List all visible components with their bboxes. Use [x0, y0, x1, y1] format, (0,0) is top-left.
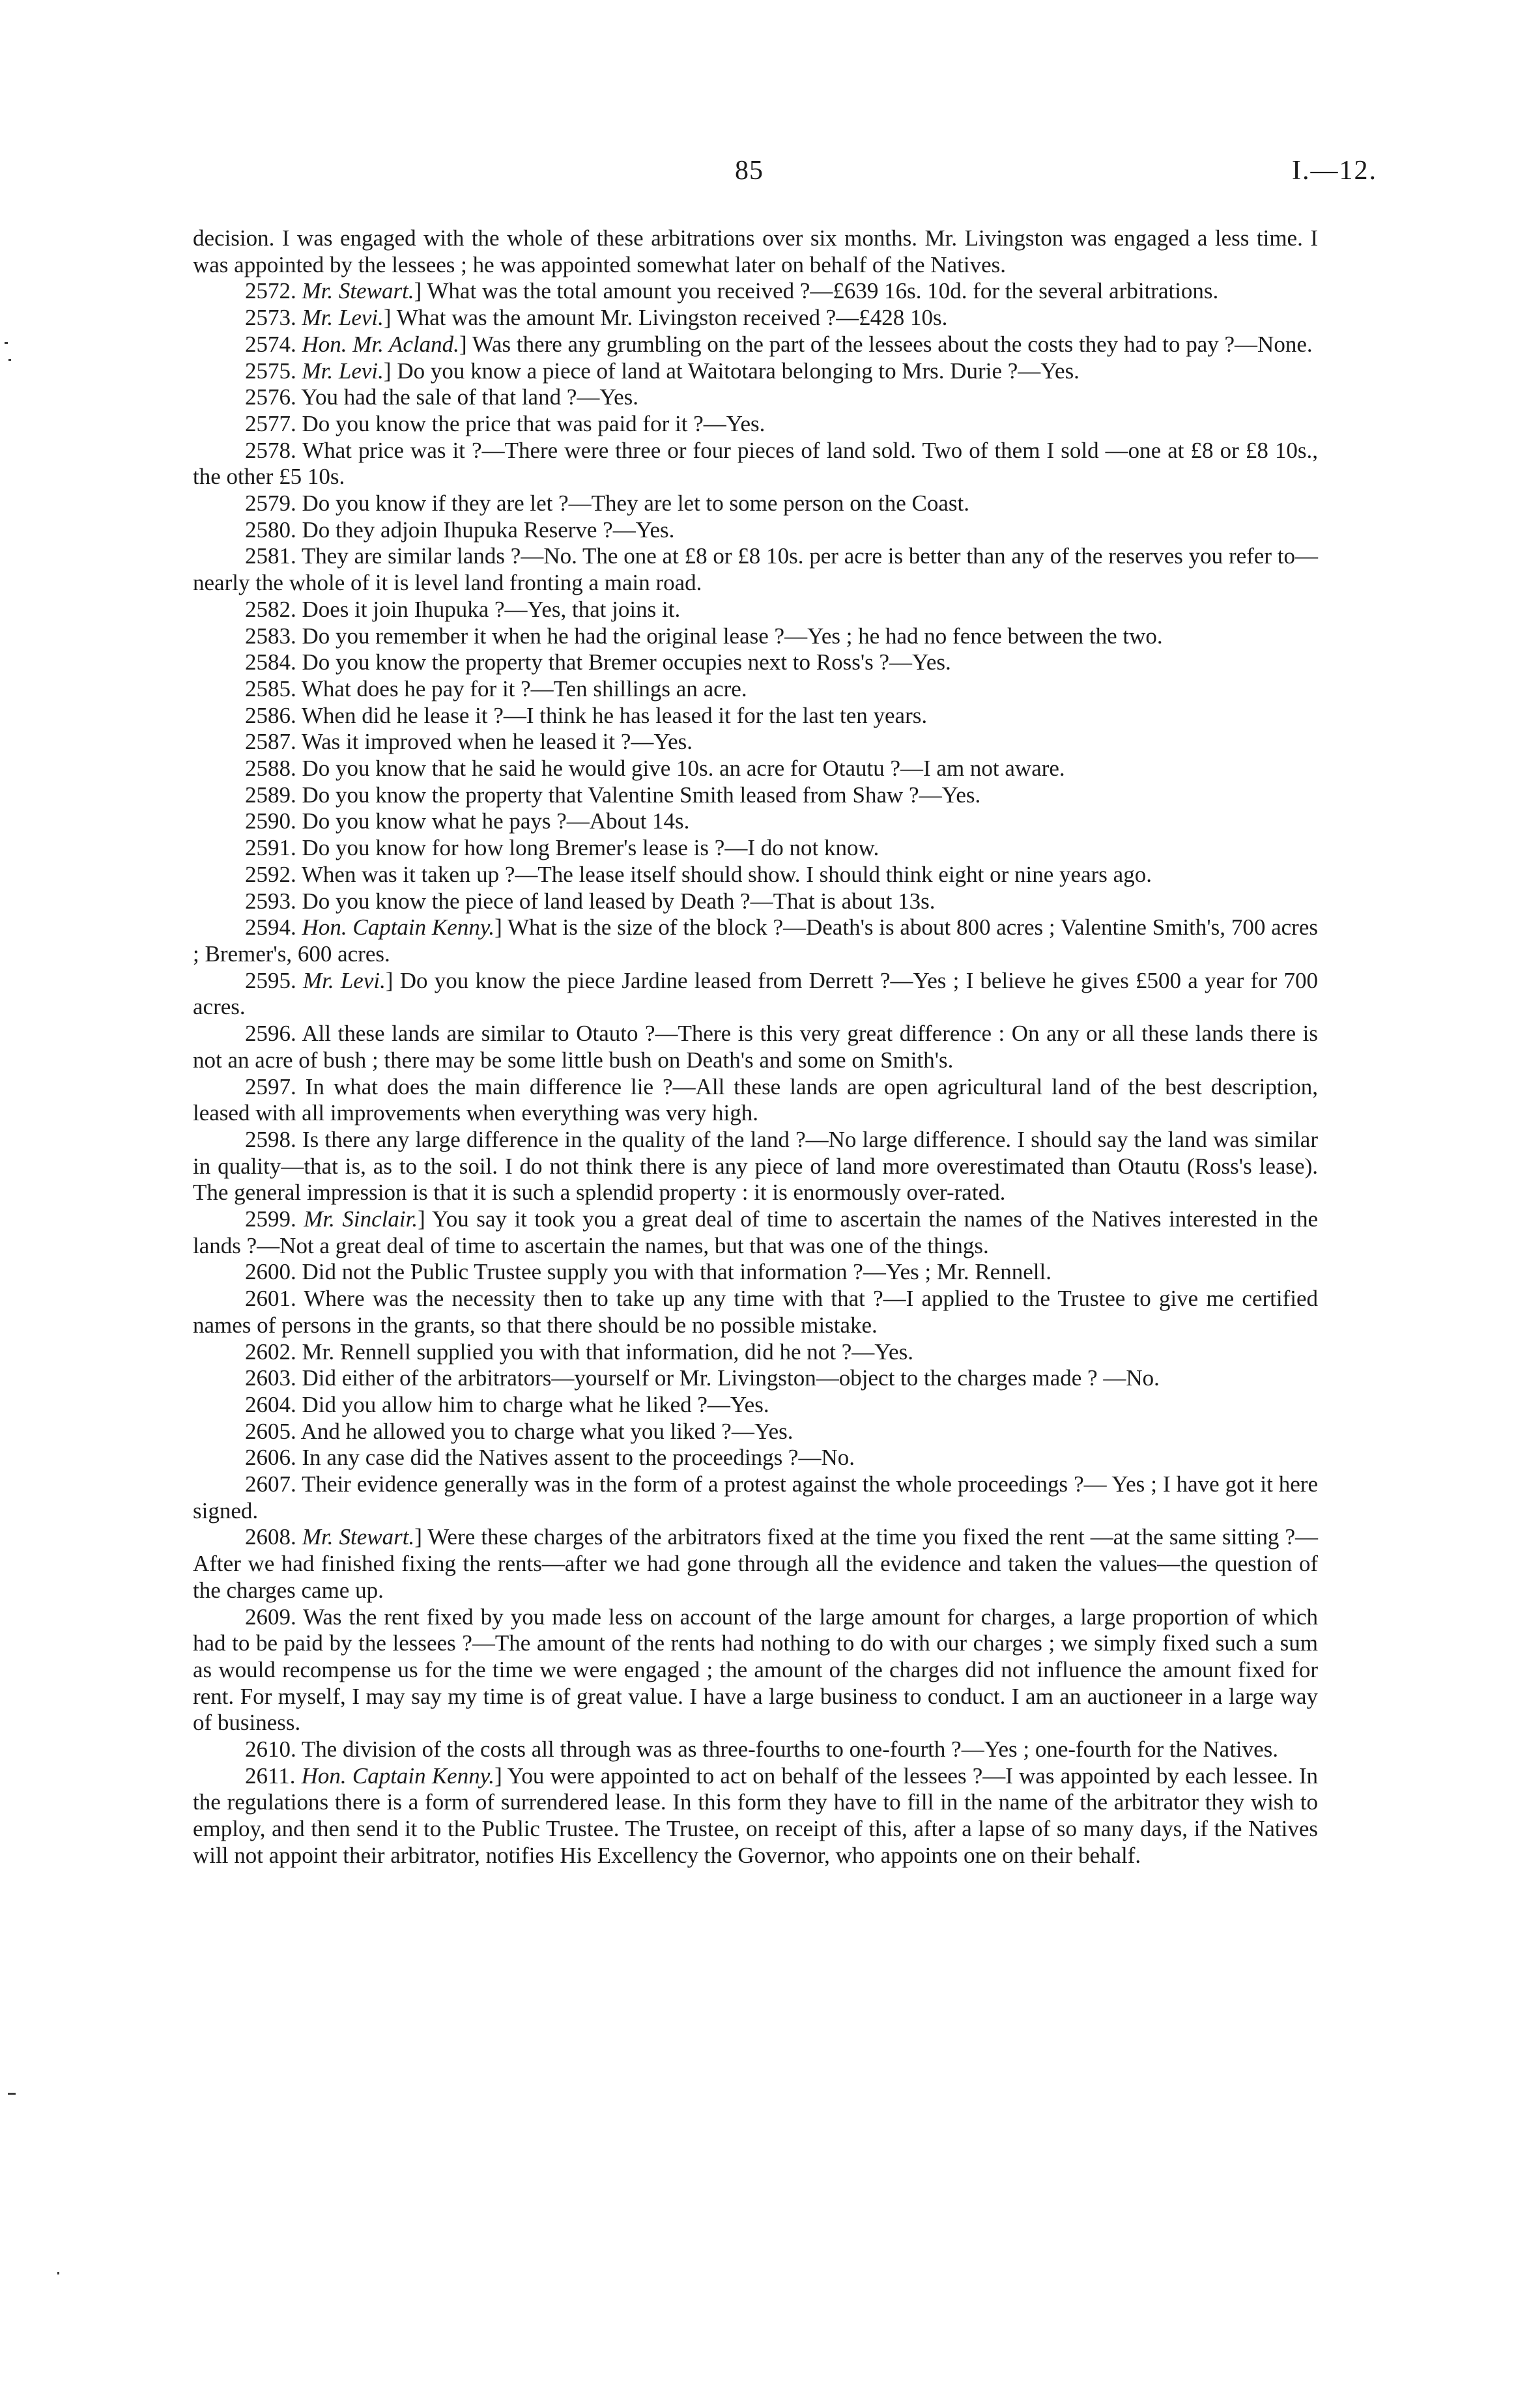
entry-number: 2599.	[245, 1206, 296, 1232]
testimony-entry	[193, 1365, 1318, 1392]
testimony-entry	[193, 649, 1318, 676]
entry-text: Do you know a piece of land at Waitotara belonging to Mrs. Durie ?—Yes.	[397, 358, 1080, 384]
entry-text: You say it took you a great deal of time to ascertain the names of the Natives interested in the lands ?—Not a great deal of time to ascertain the names, but that was one of the things.	[193, 1206, 1318, 1258]
entry-number: 2591.	[245, 835, 296, 861]
testimony-entries	[193, 278, 1318, 1869]
entry-number: 2576.	[245, 384, 296, 410]
testimony-entry	[193, 676, 1318, 703]
speaker-name: Mr. Sinclair.	[304, 1206, 418, 1232]
entry-text: What price was it ?—There were three or four pieces of land sold. Two of them I sold —one at £8 or £8 10s., the other £5 10s.	[193, 437, 1318, 490]
entry-text: What is the size of the block ?—Death's is about 800 acres ; Valentine Smith's, 700 acres ; Bremer's, 600 acres.	[193, 914, 1318, 967]
entry-text: Did either of the arbitrators—yourself or Mr. Livingston—object to the charges made ? —No.	[302, 1365, 1160, 1391]
speaker-name: Mr. Stewart.	[302, 278, 414, 304]
testimony-entry	[193, 543, 1318, 596]
testimony-entry	[193, 490, 1318, 517]
entry-number: 2573.	[245, 305, 296, 331]
entry-text: Do you know the property that Valentine Smith leased from Shaw ?—Yes.	[302, 782, 981, 808]
entry-number: 2578.	[245, 437, 296, 463]
entry-number: 2603.	[245, 1365, 296, 1391]
testimony-entry	[193, 1127, 1318, 1206]
entry-text: Do they adjoin Ihupuka Reserve ?—Yes.	[302, 517, 675, 543]
document-reference: I.—12.	[1292, 156, 1377, 186]
entry-text: What does he pay for it ?—Ten shillings an acre.	[301, 675, 747, 701]
entry-number: 2582.	[245, 596, 296, 622]
entry-text: Was it improved when he leased it ?—Yes.	[301, 729, 693, 755]
entry-number: 2581.	[245, 543, 296, 569]
entry-number: 2606.	[245, 1445, 296, 1471]
entry-number: 2588.	[245, 756, 296, 782]
entry-text: Do you know the price that was paid for it ?—Yes.	[302, 410, 765, 436]
testimony-entry: 2595. Mr. Levi.] Do you know the piece Jardine leased from Derrett ?—Yes ; I believe he gives £500 a year for 700 acres.	[193, 967, 1318, 1020]
entry-number: 2609.	[245, 1604, 296, 1630]
entry-number: 2586.	[245, 702, 296, 728]
testimony-entry: 2574. Hon. Mr. Acland.] Was there any grumbling on the part of the lessees about the costs they had to pay ?—None.	[245, 331, 1313, 357]
entry-number: 2590.	[245, 808, 296, 834]
entry-text: And he allowed you to charge what you liked ?—Yes.	[300, 1418, 794, 1444]
entry-number: 2608.	[245, 1524, 296, 1550]
entry-number: 2595.	[245, 967, 296, 993]
entry-number: 2596.	[245, 1021, 296, 1047]
opening-paragraph: decision. I was engaged with the whole of these arbitrations over six months. Mr. Livingston was engaged a less time. I was appointed by the lessees ; he was appointed somewhat later on behalf of the Natives.	[193, 225, 1318, 277]
testimony-entry	[193, 411, 1318, 438]
testimony-entry	[193, 384, 1318, 411]
testimony-entry	[193, 597, 1318, 623]
testimony-entry	[193, 835, 1318, 862]
speaker-name: Hon. Captain Kenny.	[301, 1763, 495, 1789]
entry-text: Was there any grumbling on the part of the lessees about the costs they had to pay ?—None.	[472, 331, 1313, 357]
speaker-name: Mr. Levi.	[302, 967, 386, 993]
testimony-entry: 2575. Mr. Levi.] Do you know a piece of land at Waitotara belonging to Mrs. Durie ?—Yes.	[245, 358, 1080, 384]
entry-text: Where was the necessity then to take up any time with that ?—I applied to the Trustee to give me certified names of persons in the grants, so that there should be no possible mistake.	[193, 1286, 1319, 1338]
testimony-entry	[193, 782, 1318, 809]
entry-number: 2602.	[245, 1339, 296, 1365]
margin-mark	[5, 342, 8, 344]
testimony-entry	[193, 623, 1318, 650]
speaker-name: Mr. Levi.	[302, 305, 384, 331]
entry-text: Do you know if they are let ?—They are let to some person on the Coast.	[302, 490, 969, 517]
entry-number: 2604.	[245, 1391, 296, 1417]
entry-text: Does it join Ihupuka ?—Yes, that joins it.	[302, 596, 681, 622]
testimony-entry	[193, 438, 1318, 490]
entry-number: 2598.	[245, 1126, 296, 1152]
entry-text: When was it taken up ?—The lease itself should show. I should think eight or nine years ago.	[301, 861, 1152, 887]
speaker-name: Hon. Mr. Acland.	[302, 331, 459, 357]
margin-mark	[8, 2093, 16, 2095]
entry-number: 2601.	[245, 1286, 296, 1312]
entry-number: 2587.	[245, 729, 296, 755]
entry-text: Is there any large difference in the quality of the land ?—No large difference. I should say the land was similar in quality—that is, as to the soil. I do not think there is any piece of land more overestimated than Otautu (Ross's lease). The general impression is that it is such a splendid property : it is enormously over-rated.	[193, 1126, 1318, 1206]
testimony-entry	[193, 756, 1318, 782]
entry-number: 2583.	[245, 623, 296, 649]
testimony-entry	[193, 1021, 1318, 1073]
entry-number: 2572.	[245, 278, 296, 304]
entry-text: What was the total amount you received ?—£639 16s. 10d. for the several arbitrations.	[427, 278, 1219, 304]
entry-text: Mr. Rennell supplied you with that information, did he not ?—Yes.	[302, 1339, 913, 1365]
entry-text: Do you know the piece Jardine leased from Derrett ?—Yes ; I believe he gives £500 a year for 700 acres.	[193, 967, 1318, 1020]
speaker-name: Mr. Levi.	[302, 358, 384, 384]
entry-text: What was the amount Mr. Livingston received ?—£428 10s.	[396, 305, 948, 331]
entry-text: All these lands are similar to Otauto ?—There is this very great difference : On any or all these lands there is not an acre of bush ; there may be some little bush on Death's and some on Smith's.	[193, 1021, 1318, 1073]
testimony-entry	[193, 1074, 1318, 1127]
testimony-entry	[193, 1445, 1318, 1471]
entry-text: In any case did the Natives assent to the proceedings ?—No.	[302, 1445, 855, 1471]
entry-number: 2610.	[245, 1736, 296, 1763]
entry-number: 2575.	[245, 358, 296, 384]
testimony-entry	[193, 1339, 1318, 1366]
testimony-entry	[193, 888, 1318, 915]
testimony-entry	[193, 1286, 1318, 1339]
entry-text: Their evidence generally was in the form of a protest against the whole proceedings ?— Yes ; I have got it here signed.	[193, 1471, 1318, 1523]
testimony-entry: 2594. Hon. Captain Kenny.] What is the size of the block ?—Death's is about 800 acres ; Valentine Smith's, 700 acres ; Bremer's, 600 acres.	[193, 914, 1318, 967]
testimony-entry	[193, 517, 1318, 544]
entry-number: 2579.	[245, 490, 296, 517]
entry-number: 2593.	[245, 888, 296, 914]
entry-number: 2580.	[245, 517, 296, 543]
speaker-name: Mr. Stewart.	[302, 1524, 415, 1550]
testimony-entry: 2611. Hon. Captain Kenny.] You were appointed to act on behalf of the lessees ?—I was appointed by each lessee. In the regulations there is a form of surrendered lease. In this form they have to fill in the name of the arbitrator they wish to employ, and then send it to the Public Trustee. The Trustee, on receipt of this, after a lapse of so many days, if the Natives will not appoint their arbitrator, notifies His Excellency the Governor, who appoints one on their behalf.	[193, 1763, 1319, 1868]
testimony-entry: 2599. Mr. Sinclair.] You say it took you a great deal of time to ascertain the names of the Natives interested in the lands ?—Not a great deal of time to ascertain the names, but that was one of the things.	[193, 1206, 1318, 1258]
testimony-entry	[193, 729, 1318, 756]
entry-text: When did he lease it ?—I think he has leased it for the last ten years.	[301, 702, 928, 728]
testimony-entry	[193, 1419, 1318, 1445]
entry-text: Do you know what he pays ?—About 14s.	[302, 808, 690, 834]
entry-number: 2611.	[245, 1763, 296, 1789]
testimony-entry: 2573. Mr. Levi.] What was the amount Mr. Livingston received ?—£428 10s.	[245, 305, 948, 331]
testimony-entry	[193, 1736, 1318, 1763]
testimony-entry	[193, 1604, 1318, 1737]
entry-number: 2600.	[245, 1259, 296, 1285]
entry-text: Did you allow him to charge what he liked ?—Yes.	[302, 1391, 769, 1417]
testimony-entry: 2608. Mr. Stewart.] Were these charges of the arbitrators fixed at the time you fixed the rent —at the same sitting ?—After we had finished fixing the rents—after we had gone through all the evidence and taken the values—the question of the charges came up.	[193, 1524, 1318, 1603]
testimony-body	[193, 225, 1318, 1869]
entry-number: 2605.	[245, 1418, 296, 1444]
entry-text: Do you know the property that Bremer occupies next to Ross's ?—Yes.	[302, 649, 951, 675]
testimony-entry	[193, 1259, 1318, 1286]
testimony-entry	[193, 1471, 1318, 1524]
testimony-entry: 2572. Mr. Stewart.] What was the total amount you received ?—£639 16s. 10d. for the several arbitrations.	[245, 278, 1219, 304]
entry-number: 2589.	[245, 782, 296, 808]
entry-number: 2607.	[245, 1471, 296, 1497]
entry-number: 2585.	[245, 675, 296, 701]
testimony-entry	[193, 1392, 1318, 1419]
entry-text: Do you know the piece of land leased by Death ?—That is about 13s.	[302, 888, 936, 914]
entry-text: Did not the Public Trustee supply you with that information ?—Yes ; Mr. Rennell.	[302, 1259, 1051, 1285]
entry-number: 2592.	[245, 861, 296, 887]
entry-text: They are similar lands ?—No. The one at £8 or £8 10s. per acre is better than any of the reserves you refer to—nearly the whole of it is level land fronting a main road.	[193, 543, 1318, 596]
entry-text: Do you know for how long Bremer's lease is ?—I do not know.	[302, 835, 880, 861]
entry-number: 2584.	[245, 649, 296, 675]
page-number: 85	[735, 156, 764, 186]
testimony-entry	[193, 862, 1318, 888]
testimony-entry	[193, 703, 1318, 729]
entry-text: In what does the main difference lie ?—All these lands are open agricultural land of the best description, leased with all improvements when everything was very high.	[193, 1073, 1319, 1126]
entry-number: 2597.	[245, 1073, 296, 1099]
margin-mark	[8, 359, 11, 361]
entry-text: The division of the costs all through was as three-fourths to one-fourth ?—Yes ; one-fourth for the Natives.	[301, 1736, 1279, 1763]
entry-text: Do you remember it when he had the original lease ?—Yes ; he had no fence between the two.	[302, 623, 1163, 649]
entry-number: 2594.	[245, 914, 296, 941]
entry-text: Were these charges of the arbitrators fixed at the time you fixed the rent —at the same sitting ?—After we had finished fixing the rents—after we had gone through all the evidence and taken the values—the question of the charges came up.	[193, 1524, 1318, 1603]
entry-text: You were appointed to act on behalf of the lessees ?—I was appointed by each lessee. In the regulations there is a form of surrendered lease. In this form they have to fill in the name of the arbitrator they wish to employ, and then send it to the Public Trustee. The Trustee, on receipt of this, after a lapse of so many days, if the Natives will not appoint their arbitrator, notifies His Excellency the Governor, who appoints one on their behalf.	[193, 1763, 1319, 1868]
entry-text: Was the rent fixed by you made less on account of the large amount for charges, a large proportion of which had to be paid by the lessees ?—The amount of the rents had nothing to do with our charges ; we simply fixed such a sum as would recompense us for the time we were engaged ; the amount of the charges did not influence the amount fixed for rent. For myself, I may say my time is of great value. I have a large business to conduct. I am an auctioneer in a large way of business.	[193, 1604, 1318, 1736]
entry-number: 2574.	[245, 331, 296, 357]
entry-number: 2577.	[245, 410, 296, 436]
entry-text: Do you know that he said he would give 10s. an acre for Otautu ?—I am not aware.	[302, 756, 1065, 782]
margin-mark	[57, 2272, 59, 2274]
speaker-name: Hon. Captain Kenny.	[302, 914, 495, 941]
entry-text: You had the sale of that land ?—Yes.	[301, 384, 639, 410]
testimony-entry	[193, 808, 1318, 835]
